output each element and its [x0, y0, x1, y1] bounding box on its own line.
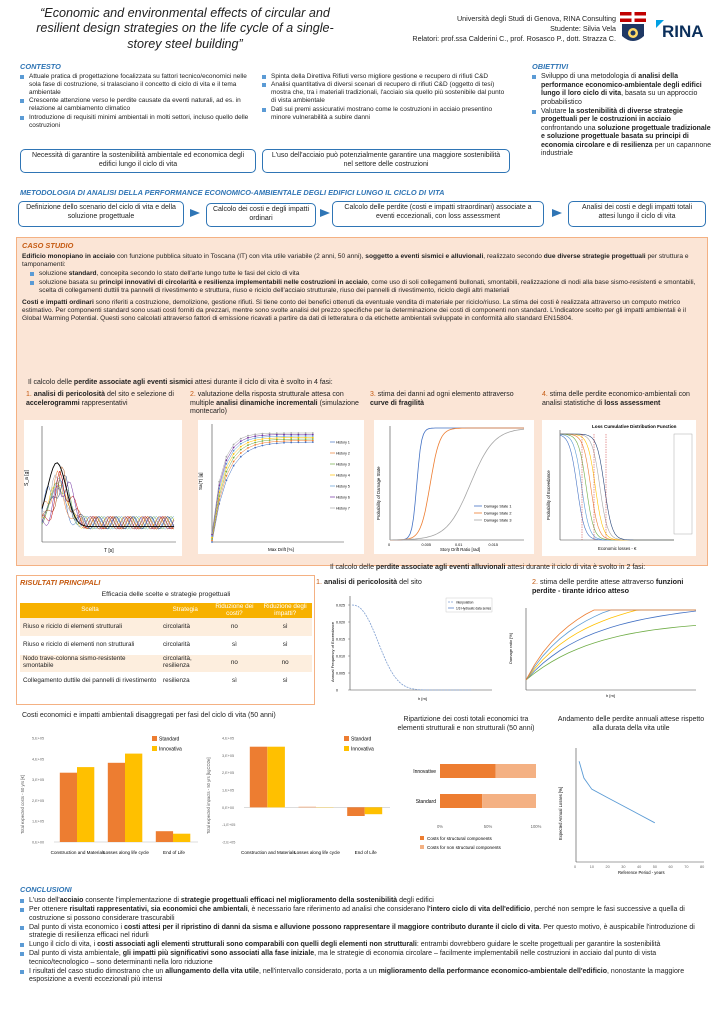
annual-xtick: 0: [574, 865, 577, 869]
ida-legend-label: History 3: [336, 462, 350, 467]
contesto-right-box: L'uso dell'acciaio può potenzialmente garantire una maggiore sostenibilità nel settore delle costruzioni: [262, 149, 510, 173]
bars-title: Costi economici e impatti ambientali disaggregati per fasi del ciclo di vita (50 anni): [22, 712, 276, 719]
loss-cdf-ylabel: Probability of Exceedance: [546, 470, 551, 520]
contesto-item: Analisi quantitativa di diversi scenari di recupero di rifiuti C&D (oggetto di tesi) mostra che, tra i materiali tradizionali, l'acciaio sia quello più sostenibile dal punto di vista ambientale: [262, 81, 510, 105]
table-cell: circolarità, resilienza: [160, 654, 211, 672]
bar: [267, 747, 285, 808]
obiettivo-item: Valutare la sostenibilità di diverse strategie progettuali per le costruzioni in acciaio confrontando una soluzione progettuale tradizionale e soluzione progettuale basata su principi di economia circolare e di resilienza per un capannone industriale: [532, 108, 712, 159]
fragility-legend-label: Damage State 2: [484, 511, 512, 516]
arrow-right-icon: [320, 209, 330, 217]
annual-title: Andamento delle perdite annuali attese rispetto alla durata della vita utile: [557, 716, 705, 732]
alluv-step-2: 2. stima delle perdite attese attraverso funzioni perdite - tirante idrico atteso: [532, 577, 684, 595]
annual-xtick: 30: [621, 865, 626, 869]
dd-ylabel: Damage ratio [%]: [508, 633, 513, 664]
table-row: [20, 672, 312, 690]
unige-logo-icon: [620, 12, 646, 46]
flood-ytick: 0.010: [336, 654, 345, 659]
depth-damage-curve: [526, 611, 696, 680]
ida-chart: [198, 420, 364, 554]
bar: [347, 807, 365, 816]
conclusione-item: Dal punto di vista economico i costi attesi per il ripristino di danni da sisma e alluvione possono rappresentare il maggiore contributo durante il ciclo di vita. Per questo motivo, è auspicabile l'introduzione di strategie di resilienza efficaci nel ridurli: [20, 924, 710, 941]
bar-ytick: 3,E+05: [32, 778, 45, 783]
annual-ylabel: Expected Annual Losses [%]: [558, 786, 563, 840]
bar-ytick: 4,E+05: [222, 736, 235, 741]
rip-category-label: Innovative: [413, 769, 436, 775]
stacked-bar: [440, 764, 496, 778]
conclusione-item: L'uso dell'acciaio consente l'implementazione di strategie progettuali efficaci nel miglioramento della sostenibilità degli edifici: [20, 897, 710, 906]
bar-category-label: Construction and Materials: [50, 850, 106, 855]
conclusione-item: Dal punto di vista ambientale, gli impatti più significativi sono associati alla fase iniziale, ma le strategie di economia circolare – facilmente implementabili nelle costruzioni in acciaio dal punto di vista tecnico/tecnologico – sono determinanti nella loro riduzione: [20, 950, 710, 967]
bar: [365, 807, 383, 814]
dd-xlabel: h [m]: [606, 693, 615, 698]
contesto-right-list: [262, 73, 510, 122]
fragility-xtick: 0.01: [455, 543, 463, 547]
metodologia-heading: METODOLOGIA DI ANALISI DELLA PERFORMANCE ECONOMICO-AMBIENTALE DEGLI EDIFICI LUNGO IL CICLO DI VITA: [20, 188, 445, 197]
ida-legend-label: History 1: [336, 440, 350, 445]
fragility-legend-label: Damage State 3: [484, 518, 512, 523]
contesto-left-list: [20, 73, 256, 130]
legend-swatch: [420, 845, 424, 849]
bar-ytick: 2,E+05: [222, 771, 235, 776]
ida-curve: [212, 435, 313, 535]
impacts-bar-chart: [204, 724, 394, 876]
stacked-bar: [482, 794, 536, 808]
method-step-4: Analisi dei costi e degli impatti totali attesi lungo il ciclo di vita: [568, 201, 706, 227]
ida-curve: [212, 439, 313, 539]
flood-ylabel: Annual Frequency of Exceedance: [330, 621, 335, 682]
sismici-intro: Il calcolo delle perdite associate agli eventi sismici attesi durante il ciclo di vita è svolto in 4 fasi:: [28, 379, 333, 386]
rina-logo-icon: [654, 18, 704, 40]
rip-xtick: 100%: [530, 824, 542, 829]
bar: [108, 763, 125, 842]
sismic-step-3: 3. stima dei danni ad ogni elemento attraverso curve di fragilità: [370, 391, 514, 407]
stacked-bar: [496, 764, 536, 778]
obiettivi-heading: OBIETTIVI: [532, 62, 569, 71]
bar: [125, 754, 142, 842]
method-step-2: Calcolo dei costi e degli impatti ordinari: [206, 203, 316, 227]
fragility-legend-label: Damage State 1: [484, 504, 512, 509]
sismic-step-4: 4. stima delle perdite economico-ambientali con analisi statistiche di loss assessment: [542, 391, 690, 407]
legend-swatch: [344, 736, 349, 741]
contesto-item: Attuale pratica di progettazione focalizzata su fattori tecnico/economici nelle sola fase di costruzione, si tralasciano il concetto di ciclo di vita e il tema ambientale: [20, 73, 256, 97]
conclusioni-list: [20, 897, 710, 985]
method-step-1: Definizione dello scenario del ciclo di vita e della soluzione progettuale: [18, 201, 184, 227]
flood-ytick: 0.020: [336, 620, 345, 625]
rip-legend-label: Costs for structural components: [427, 836, 492, 841]
loss-cdf-chart: [542, 420, 696, 556]
bar-category-label: Losses along life cycle: [294, 850, 340, 855]
bar-category-label: Construction and Materials: [241, 850, 296, 855]
bar-category-label: End of Life: [354, 850, 377, 855]
bar-ytick: -1,E+05: [222, 823, 236, 828]
bar-legend-label: Standard: [351, 736, 372, 743]
legend-swatch: [420, 836, 424, 840]
table-row: [20, 636, 312, 654]
bar-category-label: Losses along life cycle: [103, 850, 149, 855]
legend-swatch: [344, 746, 349, 751]
fragility-xtick: 0.015: [488, 543, 499, 547]
contesto-item: Crescente attenzione verso le perdite causate da eventi naturali, ad es. in relazione al cambiamento climatico: [20, 97, 256, 113]
contesto-left-box: Necessità di garantire la sostenibilità ambientale ed economica degli edifici lungo il ciclo di vita: [20, 149, 256, 173]
conclusione-item: I risultati del caso studio dimostrano che un allungamento della vita utile, nell'intervallo considerato, porta a un miglioramento della performance economico-ambientale dell'edificio, nonostante la maggiore esposizione a eventi eccezionali più intensi: [20, 968, 710, 985]
rip-xtick: 50%: [483, 824, 493, 829]
bar-ytick: 0,E+00: [32, 840, 45, 845]
table-cell: no: [211, 618, 259, 636]
caso-text: [22, 253, 702, 323]
loss-cdf-xlabel: Economic losses - €: [598, 546, 637, 551]
flood-legend-label: 1/3 Hydraulic data series: [456, 606, 492, 611]
depth-damage-curve: [526, 625, 696, 680]
bar-ytick: -2,E+05: [222, 840, 236, 845]
bar-ylabel: Total expected impacts - 50 yrs [kgCO2e]: [206, 757, 211, 834]
fragility-curve: [390, 429, 524, 540]
ida-curve: [212, 436, 313, 536]
stacked-bar: [440, 794, 482, 808]
table-cell: sì: [258, 636, 312, 654]
arrow-right-icon: [552, 209, 562, 217]
ida-legend-label: History 5: [336, 484, 350, 489]
flood-legend-label: interpolation: [456, 600, 474, 605]
depth-damage-chart: [506, 604, 702, 704]
bar-ytick: 5,E+05: [32, 736, 45, 741]
annual-xtick: 40: [637, 865, 642, 869]
alluv-step-1: 1. analisi di pericolosità del sito: [316, 577, 422, 586]
table-cell: sì: [258, 618, 312, 636]
table-row: [20, 618, 312, 636]
bar-ytick: 0,E+00: [222, 805, 235, 810]
depth-damage-curve: [526, 610, 696, 680]
annual-xlabel: Reference Period - years: [618, 870, 665, 875]
ida-legend-label: History 2: [336, 451, 350, 456]
table-cell: circolarità: [160, 636, 211, 654]
annual-xtick: 20: [605, 865, 610, 869]
contesto-heading: CONTESTO: [20, 62, 61, 71]
bar-ytick: 1,E+05: [32, 819, 45, 824]
alluvionali-intro: Il calcolo delle perdite associate agli eventi alluvionali attesi durante il ciclo di vita è svolto in 2 fasi:: [330, 564, 646, 571]
fragility-xtick: 0: [388, 543, 391, 547]
legend-swatch: [152, 736, 157, 741]
flood-ytick: 0.005: [336, 671, 345, 676]
ida-legend-label: History 6: [336, 495, 350, 500]
flood-ytick: 0.025: [336, 603, 345, 608]
ripartizione-chart: [396, 752, 546, 862]
table-cell: resilienza: [160, 672, 211, 690]
bar: [299, 807, 317, 808]
annual-xtick: 50: [652, 865, 657, 869]
contesto-item: Introduzione di requisiti minimi ambientali in molti settori, incluso quello delle costruzioni: [20, 114, 256, 130]
loss-cdf-curve: [560, 435, 674, 540]
table-cell: circolarità: [160, 618, 211, 636]
table-row: [20, 654, 312, 672]
fragility-xlabel: Story Drift Ratio [rad]: [440, 547, 481, 552]
bar-legend-label: Standard: [159, 736, 180, 743]
strategia-standard: soluzione standard, concepita secondo lo stato dell'arte lungo tutte le fasi del ciclo di vita: [30, 270, 702, 278]
rip-category-label: Standard: [415, 799, 436, 805]
loss-cdf-title: Loss Cumulative Distribution Function: [592, 424, 677, 429]
rina-logo-text: RINA: [662, 22, 704, 40]
table-cell: Riuso e riciclo di elementi strutturali: [20, 618, 160, 636]
spectra-chart: [24, 420, 182, 556]
poster-title: “Economic and environmental effects of circular and resilient design strategies on the life cycle of a single-storey steel building”: [36, 6, 334, 51]
contesto-item: Dati sui premi assicurativi mostrano come le costruzioni in acciaio presentino minore vulnerabilità a subire danni: [262, 106, 510, 122]
obiettivo-item: Sviluppo di una metodologia di analisi della performance economico-ambientale degli edifici lungo il loro ciclo di vita, basata su un approccio probabilistico: [532, 73, 712, 107]
bar: [60, 773, 77, 842]
depth-damage-curve: [526, 610, 696, 680]
bar-legend-label: Innovativa: [159, 746, 182, 753]
ida-xlabel: Max Drift [%]: [268, 547, 294, 552]
strategie-list: [30, 270, 702, 295]
costi-ordinari-text: Costi e impatti ordinari sono riferiti a costruzione, demolizione, gestione rifiuti. Si tiene conto dei benefici ottenuti da eventuale vendita di materiale per riciclo/riuso. La stima dei costi è realizzata attraverso un computo metrico estimativo. Per componenti standard sono usati costi forniti da prezzari, mentre sono svolte analisi del prezzo specifiche per la determinazione dei costi di componenti non standard. L'indicatore scelto per gli impatti ambientali è il Global Warming Potential. Questi sono calcolati attraverso fattori di emissione ricavati a partire da dati di letteratura o da etichette ambientali sviluppate in conformità allo standard EN15804.: [22, 298, 686, 322]
fragility-ylabel: Probability of Damage State: [376, 466, 381, 520]
annual-xtick: 70: [684, 865, 689, 869]
ida-legend-label: History 4: [336, 473, 350, 478]
rip-legend-label: Costs for non structural components: [427, 845, 501, 850]
affiliations: [412, 14, 616, 44]
table-cell: sì: [211, 636, 259, 654]
conclusione-item: Lungo il ciclo di vita, i costi associati agli elementi strutturali sono comparabili con quelli degli elementi non strutturali: entrambi dovrebbero guidare le scelte progettuali per garantire la sostenibilità: [20, 941, 710, 950]
rip-xtick: 0%: [436, 824, 444, 829]
risultati-heading: RISULTATI PRINCIPALI: [20, 578, 101, 587]
legend-swatch: [152, 746, 157, 751]
bar-ylabel: Total expected costs - 50 yrs [€]: [20, 775, 25, 834]
bar-legend-label: Innovativa: [351, 746, 374, 753]
caso-intro: Edificio monopiano in acciaio con funzione pubblica situato in Toscana (IT) con vita utile variabile (2 anni, 50 anni), soggetto a eventi sismici e alluvionali, realizzato secondo due diverse strategie progettuali per struttura e tamponamenti:: [22, 253, 689, 269]
supervisors: Relatori: prof.ssa Calderini C., prof. Rosasco P., dott. Strazza C.: [412, 34, 616, 44]
bar: [173, 834, 190, 842]
fragility-chart: [374, 420, 534, 554]
depth-damage-curve: [526, 610, 696, 680]
fragility-curve: [390, 428, 524, 540]
annual-xtick: 10: [589, 865, 594, 869]
spectra-xlabel: T [s]: [104, 548, 114, 554]
contesto-item: Spinta della Direttiva Rifiuti verso migliore gestione e recupero di rifiuti C&D: [262, 73, 510, 81]
table-header: Scelta: [20, 603, 160, 618]
table-cell: no: [258, 654, 312, 672]
table-cell: Collegamento duttile dei pannelli di rivestimento: [20, 672, 160, 690]
bar: [77, 767, 94, 842]
strategia-innovativa: soluzione basata su principi innovativi di circolarità e resilienza implementabili nelle costruzioni in acciaio, come uso di soli collegamenti bullonati, smontabili, realizzazione di nodi alla base sismo-resistenti e smontabili, scelta di collegamenti duttili tra pannelli di rivestimento e struttura, riuso e riciclo dell'acciaio strutturale, riuso dei pannelli di rivestimento, riciclo degli altri materiali: [30, 279, 702, 295]
annual-loss-chart: [556, 744, 708, 878]
flood-hazard-chart: [328, 590, 498, 704]
sismic-step-2: 2. valutazione della risposta strutturale attesa con multiple analisi dinamiche incrementali (simulazione montecarlo): [190, 391, 359, 416]
obiettivi-list: [532, 73, 712, 159]
table-cell: Riuso e riciclo di elementi non strutturali: [20, 636, 160, 654]
arrow-right-icon: [190, 209, 200, 217]
method-step-3: Calcolo delle perdite (costi e impatti straordinari) associate a eventi eccezionali, con loss assessment: [332, 201, 544, 227]
bar-ytick: 2,E+05: [32, 798, 45, 803]
conclusione-item: Per ottenere risultati rappresentativi, sia economici che ambientali, è necessario fare riferimento ad analisi che considerano l'intero ciclo di vita dell'edificio, perché non sempre le fasi successive a quella di costruzione si possono considerare trascurabili: [20, 906, 710, 923]
flood-ytick: 0: [336, 688, 338, 693]
annual-xtick: 60: [668, 865, 673, 869]
table-header: Riduzione degli impatti?: [258, 603, 312, 618]
table-cell: Nodo trave-colonna sismo-resistente smontabile: [20, 654, 160, 672]
table-cell: sì: [258, 672, 312, 690]
ida-curve: [212, 438, 313, 538]
spectra-ylabel: S_a [g]: [24, 470, 30, 486]
bar-ytick: 4,E+05: [32, 757, 45, 762]
annual-xtick: 80: [700, 865, 705, 869]
ida-legend-label: History 7: [336, 506, 350, 511]
ida-curve: [212, 433, 313, 533]
costs-bar-chart: [18, 724, 202, 876]
table-cell: sì: [211, 672, 259, 690]
flood-ytick: 0.015: [336, 637, 345, 642]
table-title: Efficacia delle scelte e strategie progettuali: [101, 591, 231, 598]
bar-category-label: End of Life: [163, 850, 185, 855]
university: Università degli Studi di Genova, RINA Consulting: [456, 14, 616, 23]
flood-xlabel: h [m]: [418, 696, 427, 701]
sismic-step-1: 1. analisi di pericolosità del sito e selezione di accelerogrammi rappresentativi: [26, 391, 174, 407]
ida-ylabel: Sa(T) [g]: [198, 472, 203, 490]
table-header: Strategia: [160, 603, 211, 618]
fragility-curve: [390, 428, 524, 540]
caso-heading: CASO STUDIO: [22, 241, 74, 250]
efficacy-table: [20, 603, 312, 691]
table-cell: no: [211, 654, 259, 672]
bar: [156, 831, 173, 842]
fragility-xtick: 0.005: [421, 543, 432, 547]
table-header: Riduzione dei costi?: [211, 603, 259, 618]
bar-ytick: 3,E+05: [222, 753, 235, 758]
bar-ytick: 1,E+05: [222, 788, 235, 793]
conclusioni-heading: CONCLUSIONI: [20, 885, 72, 894]
ripartizione-title: Ripartizione dei costi totali economici tra elementi strutturali e non strutturali (50 anni): [397, 716, 535, 732]
student: Studente: Silvia Vela: [550, 24, 616, 34]
bar: [250, 747, 267, 808]
